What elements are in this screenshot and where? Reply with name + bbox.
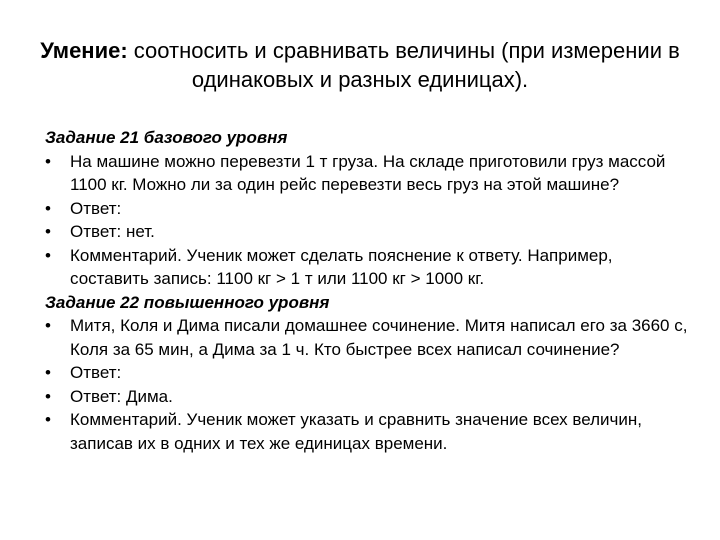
- task21-comment: [45, 244, 695, 291]
- task22-answer-label: [45, 361, 695, 385]
- list-item-text: Комментарий. Ученик может сделать пояснение к ответу. Например, составить запись: 1100 кг > 1 т или 1100 кг > 1000 кг.: [70, 245, 613, 288]
- bullet-icon: •: [45, 363, 51, 382]
- task22-question: [45, 314, 695, 361]
- slide-title: [40, 36, 680, 94]
- bullet-icon: •: [45, 386, 51, 406]
- bullet-icon: •: [45, 198, 51, 218]
- bullet-icon: •: [45, 245, 51, 265]
- task21-question: [45, 150, 695, 197]
- bullet-icon: •: [45, 151, 51, 171]
- task22-answer: [45, 385, 695, 409]
- task21-answer-label: [45, 197, 695, 221]
- list-item-text: Ответ:: [70, 198, 122, 218]
- skill-label: Умение:: [40, 38, 128, 63]
- bullet-icon: •: [45, 316, 51, 335]
- task21-heading: Задание 21 базового уровня: [45, 128, 288, 147]
- list-item-text: На машине можно перевезти 1 т груза. На складе приготовили груз массой 1100 кг. Можно ли за один рейс перевезти весь груз на этой машине?: [70, 151, 666, 194]
- task21-list: [45, 150, 695, 291]
- bullet-icon: •: [45, 410, 51, 429]
- list-item-text: Комментарий. Ученик может указать и сравнить значение всех величин, записав их в одних и тех же единицах времени.: [70, 410, 643, 453]
- list-item-text: Ответ:: [70, 363, 122, 382]
- list-item-text: Ответ: нет.: [70, 222, 155, 241]
- task22-heading: Задание 22 повышенного уровня: [45, 292, 330, 312]
- list-item-text: Митя, Коля и Дима писали домашнее сочинение. Митя написал его за 3660 с, Коля за 65 мин, а Дима за 1 ч. Кто быстрее всех написал сочинение?: [70, 316, 688, 359]
- slide-content: [45, 126, 695, 455]
- skill-text: соотносить и сравнивать величины (при измерении в одинаковых и разных единицах).: [127, 38, 680, 92]
- task21-answer: [45, 220, 695, 244]
- bullet-icon: •: [45, 222, 51, 241]
- task22-comment: [45, 408, 695, 455]
- list-item-text: Ответ: Дима.: [70, 386, 173, 406]
- task22-list: [45, 314, 695, 455]
